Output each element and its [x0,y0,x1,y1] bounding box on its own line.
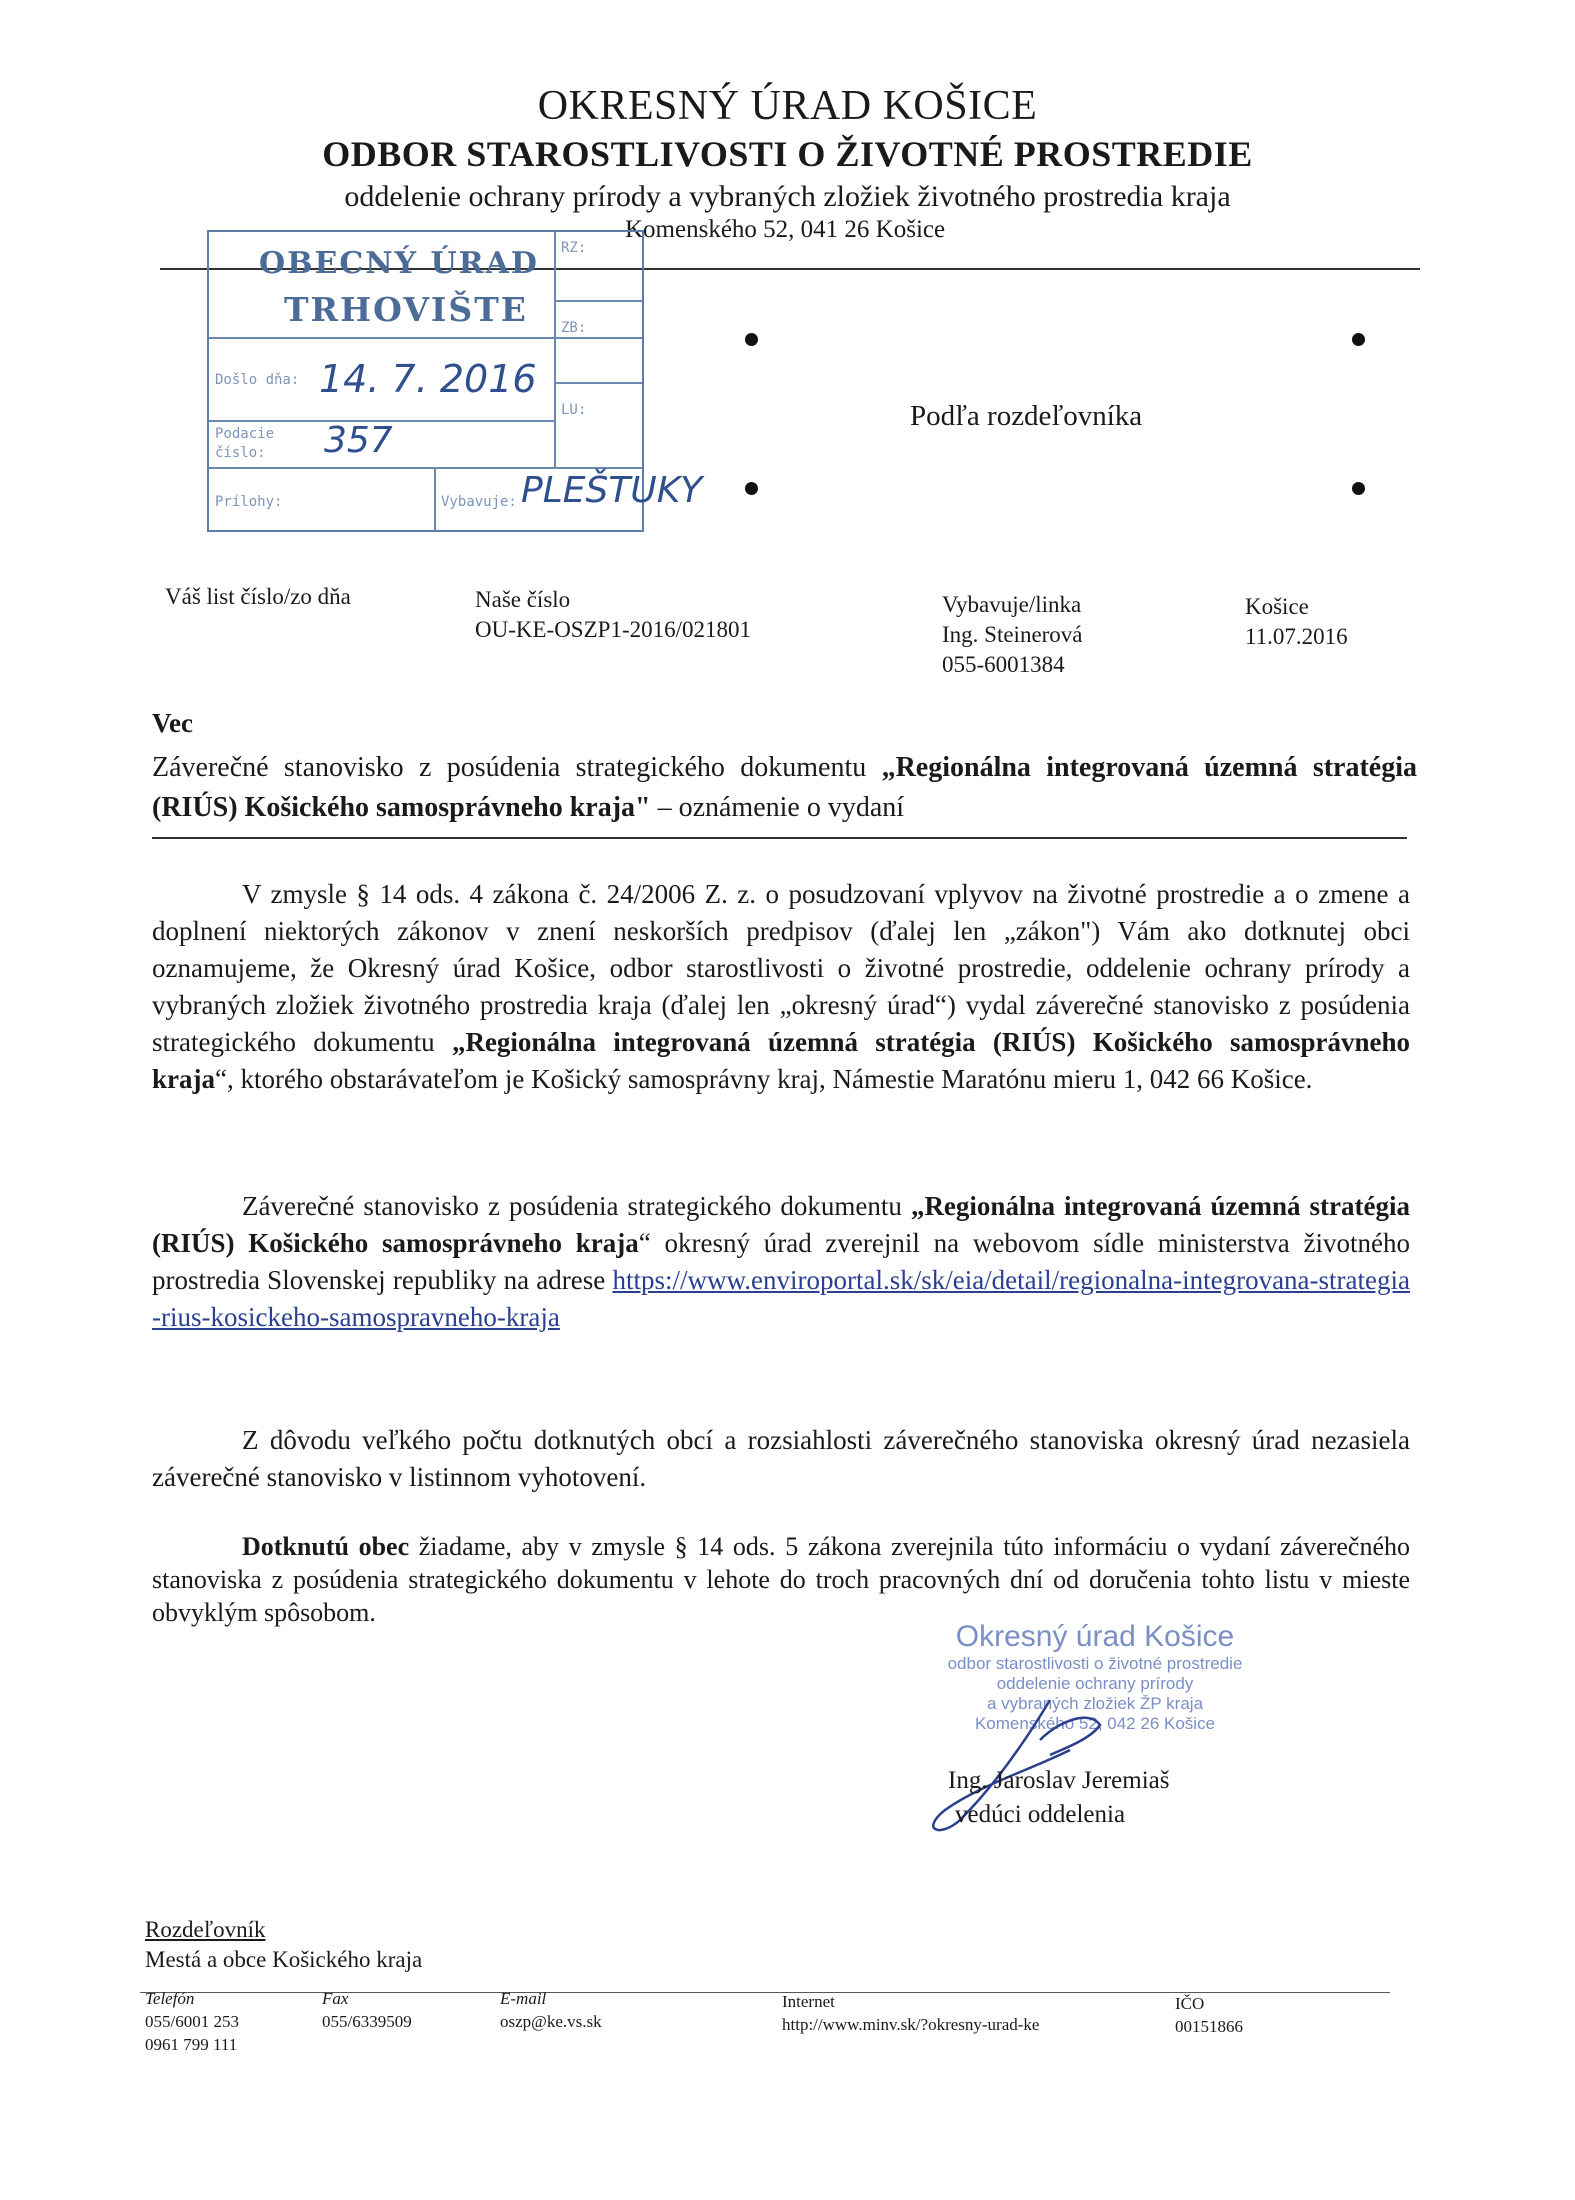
stamp-title-2: TRHOVIŠTE [284,290,528,329]
footer-internet [782,1990,1039,2036]
ref-place: Košice [1245,594,1309,619]
footer-phone-label: Telefón [145,1989,195,2008]
office-stamp-line-3: oddelenie ochrany prírody [996,1674,1194,1693]
footer-phone-2: 0961 799 111 [145,2035,238,2054]
stamp-divider [209,337,642,339]
ref-handler-name: Ing. Steinerová [942,622,1083,647]
footer-phone [145,1987,239,2056]
office-stamp-line-4: a vybraných zložiek ŽP kraja [986,1694,1204,1713]
stamp-divider [554,232,556,467]
registry-stamp [207,230,703,532]
ref-your-letter-label: Váš list číslo/zo dňa [165,584,351,609]
office-stamp-line-1: Okresný úrad Košice [955,1620,1235,1653]
paragraph-2-strategy: „Regionálna integrovaná územná stratégia (RIÚS) Košického samosprávneho kraja [152,1191,1410,1258]
stamp-vybavuje-label: Vybavuje: [441,494,517,510]
paragraph-1-strategy: „Regionálna integrovaná územná stratégia (RIÚS) Košického samosprávneho kraja [152,1027,1410,1094]
paragraph-4 [152,1530,1410,1629]
stamp-prilohy-label: Prílohy: [215,494,283,510]
stamp-podacie-value: 357 [324,420,393,461]
footer-fax-value: 055/6339509 [322,2012,412,2031]
office-stamp-line-2: odbor starostlivosti o životné prostredie [947,1654,1243,1673]
subject-text-a: Záverečné stanovisko z posúdenia strategického dokumentu [152,752,882,783]
subject-label: Vec [152,708,193,738]
stamp-rz-label: RZ: [561,240,587,256]
office-address: Komenského 52, 041 26 Košice [625,216,946,243]
signatory-name: Ing. Jaroslav Jeremiaš [948,1767,1170,1794]
stamp-doslo-value: 14. 7. 2016 [319,357,537,401]
stamp-podacie-label-2: číslo: [215,445,266,461]
subject-title: „Regionálna integrovaná územná stratégia (RIÚS) Košického samosprávneho kraja" [152,752,1418,823]
subject-text-c: – oznámenie o vydaní [650,792,905,823]
stamp-title-1: OBECNÝ ÚRAD [259,246,539,281]
stamp-divider [554,300,642,302]
paragraph-4-bold: Dotknutú obec [242,1532,410,1561]
footer-email [500,1987,602,2033]
stamp-divider [434,467,436,530]
footer-fax [322,1987,412,2033]
section-title: oddelenie ochrany prírody a vybraných zložiek životného prostredia kraja [344,180,1231,213]
paragraph-2-text: Záverečné stanovisko z posúdenia strategického dokumentu [242,1191,911,1221]
stamp-lu-label: LU: [561,402,587,418]
footer-ico-value: 00151866 [1175,2017,1243,2036]
stamp-divider [554,382,642,384]
recipient: Podľa rozdeľovníka [910,400,1143,432]
stamp-vybavuje-value: PLEŠTUKY [521,470,703,511]
stamp-podacie-label: Podacie [215,426,275,442]
paragraph-2 [152,1188,1410,1336]
ref-date: 11.07.2016 [1245,624,1348,649]
ref-our-number-label: Naše číslo [475,587,571,612]
footer-internet-value[interactable]: http://www.minv.sk/?okresny-urad-ke [782,2015,1040,2034]
paragraph-1 [152,876,1410,1098]
window-dot [745,482,758,495]
paragraph-1-text-end: “, ktorého obstarávateľom je Košický samosprávny kraj, Námestie Maratónu mieru 1, 042 66 Košice. [215,1064,1313,1094]
enviroportal-link[interactable]: https://www.enviroportal.sk/sk/eia/detail/regionalna-integrovana-strategia-rius-kosickeho-samospravneho-kraja [152,1265,1410,1332]
footer-phone-1: 055/6001 253 [145,2012,239,2031]
paragraph-3: Z dôvodu veľkého počtu dotknutých obcí a rozsiahlosti záverečného stanoviska okresný úrad nezasiela záverečné stanovisko v listinnom vyhotovení. [152,1425,1410,1492]
stamp-divider [209,467,642,469]
footer-email-value[interactable]: oszp@ke.vs.sk [500,2012,602,2031]
footer-email-label: E-mail [500,1989,547,2008]
footer-ico [1175,1992,1243,2038]
stamp-zb-label: ZB: [561,320,587,336]
footer-internet-label: Internet [782,1992,835,2011]
ref-our-number: OU-KE-OSZP1-2016/021801 [475,617,751,642]
subject-rule [152,837,1407,839]
department-title: ODBOR STAROSTLIVOSTI O ŽIVOTNÉ PROSTREDIE [322,134,1253,174]
paragraph-4-text: žiadame, aby v zmysle § 14 ods. 5 zákona zverejnila túto informáciu o vydaní záverečného stanoviska z posúdenia strategického dokumentu v lehote do troch pracovných dní od doručenia tohto listu v mieste obvyklým spôsobom. [152,1532,1410,1627]
window-dot [1352,333,1365,346]
signatory-role: vedúci oddelenia [955,1801,1126,1828]
stamp-doslo-label: Došlo dňa: [215,372,300,388]
footer-fax-label: Fax [322,1989,349,2008]
ref-handler-phone: 055-6001384 [942,652,1065,677]
window-dot [745,333,758,346]
office-stamp-line-5: Komenského 52, 042 26 Košice [974,1714,1216,1733]
window-dot [1352,482,1365,495]
footer-ico-label: IČO [1175,1994,1205,2013]
subject-text [152,748,1417,828]
distribution-label: Rozdeľovník [145,1917,266,1942]
office-title: OKRESNÝ ÚRAD KOŠICE [537,83,1038,129]
distribution-value: Mestá a obce Košického kraja [145,1947,423,1972]
paragraph-2-text-mid: “ okresný úrad zverejnil na webovom sídle ministerstva životného prostredia Slovenskej republiky na adrese [152,1228,1410,1295]
ref-handler-label: Vybavuje/linka [942,592,1082,617]
paragraph-1-text: V zmysle § 14 ods. 4 zákona č. 24/2006 Z. z. o posudzovaní vplyvov na životné prostredie a o zmene a doplnení niektorých zákonov v znení neskorších predpisov (ďalej len „zákon") Vám ako dotknutej obci oznamujeme, že Okresný úrad Košice, odbor starostlivosti o životné prostredie, oddelenie ochrany prírody a vybraných zložiek životného prostredia kraja (ďalej len „okresný úrad“) vydal záverečné stanovisko z posúdenia strategického dokumentu [152,879,1410,1057]
